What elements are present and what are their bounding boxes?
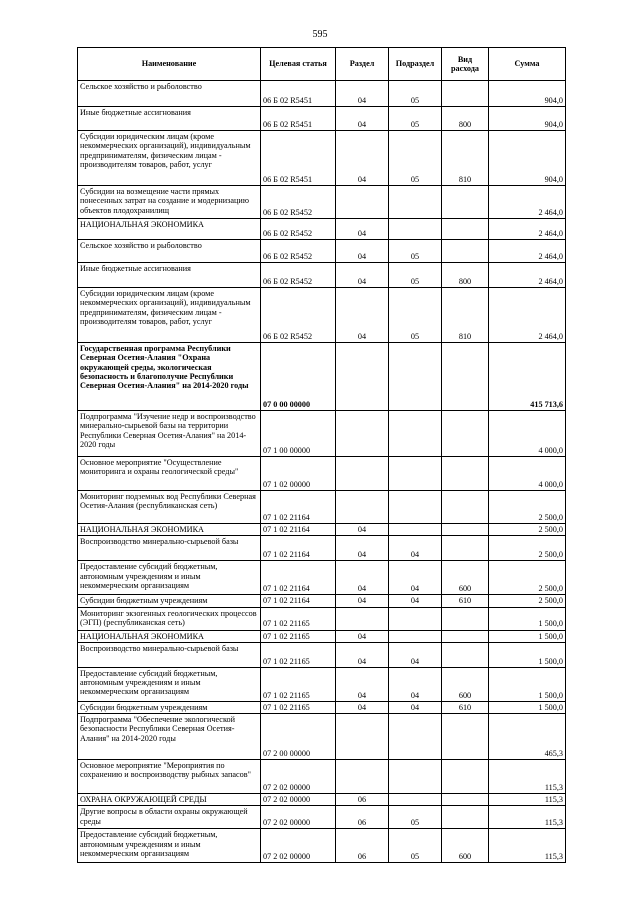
cell-name: Воспроизводство минерально-сырьевой базы [78, 536, 261, 561]
cell-subsection [389, 524, 442, 536]
cell-name: НАЦИОНАЛЬНАЯ ЭКОНОМИКА [78, 630, 261, 642]
cell-expense-type [442, 411, 489, 457]
cell-target: 06 Б 02 R5452 [261, 186, 336, 219]
cell-sum: 115,3 [489, 760, 566, 794]
cell-section [336, 343, 389, 411]
cell-sum: 115,3 [489, 829, 566, 863]
cell-section: 04 [336, 667, 389, 701]
header-target: Целевая статья [261, 48, 336, 81]
cell-expense-type: 600 [442, 667, 489, 701]
cell-target: 07 1 02 21165 [261, 630, 336, 642]
cell-section [336, 491, 389, 524]
cell-name: Предоставление субсидий бюджетным, автономным учреждениям и иным некоммерческим организациям [78, 829, 261, 863]
cell-name: Подпрограмма "Изучение недр и воспроизводство минерально-сырьевой базы на территории Республики Северная Осетия-Алания" на 2014-2020 годы [78, 411, 261, 457]
table-row [78, 667, 566, 701]
cell-name: Субсидии бюджетным учреждениям [78, 595, 261, 607]
cell-target: 06 Б 02 R5452 [261, 288, 336, 343]
cell-subsection [389, 457, 442, 491]
cell-name: Предоставление субсидий бюджетным, автономным учреждениям и иным некоммерческим организациям [78, 561, 261, 595]
table-row [78, 829, 566, 863]
table-row [78, 219, 566, 240]
cell-target: 07 2 02 00000 [261, 794, 336, 806]
cell-target: 07 1 02 21164 [261, 491, 336, 524]
table-row [78, 411, 566, 457]
cell-name: НАЦИОНАЛЬНАЯ ЭКОНОМИКА [78, 219, 261, 240]
cell-target: 07 2 02 00000 [261, 806, 336, 829]
cell-section [336, 457, 389, 491]
cell-subsection: 04 [389, 561, 442, 595]
cell-name: ОХРАНА ОКРУЖАЮЩЕЙ СРЕДЫ [78, 794, 261, 806]
table-row [78, 263, 566, 288]
cell-sum: 1 500,0 [489, 642, 566, 667]
cell-subsection: 04 [389, 595, 442, 607]
cell-expense-type [442, 240, 489, 263]
table-row [78, 186, 566, 219]
cell-expense-type: 800 [442, 263, 489, 288]
cell-subsection: 05 [389, 288, 442, 343]
cell-sum: 1 500,0 [489, 607, 566, 630]
cell-target: 07 1 02 21165 [261, 642, 336, 667]
cell-sum: 2 464,0 [489, 263, 566, 288]
cell-target: 07 2 02 00000 [261, 829, 336, 863]
cell-name: Сельское хозяйство и рыболовство [78, 81, 261, 107]
cell-sum: 415 713,6 [489, 343, 566, 411]
cell-subsection: 04 [389, 536, 442, 561]
cell-sum: 2 464,0 [489, 288, 566, 343]
header-section: Раздел [336, 48, 389, 81]
cell-sum: 2 464,0 [489, 219, 566, 240]
cell-expense-type: 610 [442, 701, 489, 713]
cell-target: 07 1 02 00000 [261, 457, 336, 491]
cell-expense-type [442, 491, 489, 524]
cell-name: Подпрограмма "Обеспечение экологической безопасности Республики Северная Осетия-Алания" на 2014-2020 годы [78, 714, 261, 760]
table-row [78, 107, 566, 131]
header-name: Наименование [78, 48, 261, 81]
cell-subsection [389, 219, 442, 240]
cell-section: 04 [336, 524, 389, 536]
cell-expense-type [442, 714, 489, 760]
cell-subsection [389, 411, 442, 457]
cell-sum: 2 464,0 [489, 186, 566, 219]
budget-table [77, 47, 566, 863]
cell-section: 04 [336, 701, 389, 713]
header-sum: Сумма [489, 48, 566, 81]
cell-sum: 2 464,0 [489, 240, 566, 263]
cell-subsection: 05 [389, 263, 442, 288]
cell-expense-type [442, 607, 489, 630]
cell-expense-type: 610 [442, 595, 489, 607]
cell-subsection: 05 [389, 806, 442, 829]
cell-section: 06 [336, 806, 389, 829]
cell-expense-type [442, 524, 489, 536]
cell-subsection [389, 714, 442, 760]
cell-name: Сельское хозяйство и рыболовство [78, 240, 261, 263]
cell-sum: 465,3 [489, 714, 566, 760]
cell-sum: 904,0 [489, 81, 566, 107]
cell-name: Мониторинг подземных вод Республики Северная Осетия-Алания (республиканская сеть) [78, 491, 261, 524]
cell-section [336, 186, 389, 219]
cell-target: 07 1 00 00000 [261, 411, 336, 457]
cell-sum: 115,3 [489, 794, 566, 806]
table-row [78, 491, 566, 524]
cell-subsection [389, 186, 442, 219]
cell-target: 06 Б 02 R5451 [261, 107, 336, 131]
cell-expense-type [442, 186, 489, 219]
cell-section: 04 [336, 642, 389, 667]
cell-sum: 1 500,0 [489, 667, 566, 701]
cell-target: 07 1 02 21164 [261, 524, 336, 536]
cell-subsection [389, 343, 442, 411]
cell-expense-type [442, 806, 489, 829]
cell-target: 07 1 02 21164 [261, 561, 336, 595]
cell-name: Государственная программа Республики Северная Осетия-Алания "Охрана окружающей среды, экологическая безопасность и благополучие Республики Северная Осетия-Алания" на 2014-2020 годы [78, 343, 261, 411]
table-row [78, 131, 566, 186]
cell-name: Субсидии юридическим лицам (кроме некоммерческих организаций), индивидуальным предпринимателям, физическим лицам - производителям товаров, работ, услуг [78, 131, 261, 186]
table-row [78, 794, 566, 806]
cell-name: Воспроизводство минерально-сырьевой базы [78, 642, 261, 667]
cell-target: 06 Б 02 R5452 [261, 240, 336, 263]
cell-subsection [389, 760, 442, 794]
cell-subsection: 05 [389, 829, 442, 863]
cell-section: 04 [336, 561, 389, 595]
cell-section: 04 [336, 263, 389, 288]
table-row [78, 595, 566, 607]
cell-sum: 904,0 [489, 131, 566, 186]
cell-name: Другие вопросы в области охраны окружающей среды [78, 806, 261, 829]
cell-subsection: 05 [389, 240, 442, 263]
cell-subsection: 04 [389, 642, 442, 667]
cell-target: 07 0 00 00000 [261, 343, 336, 411]
cell-name: Основное мероприятие "Мероприятия по сохранению и воспроизводству рыбных запасов" [78, 760, 261, 794]
cell-section: 04 [336, 630, 389, 642]
cell-name: Мониторинг экзогенных геологических процессов (ЭГП) (республиканская сеть) [78, 607, 261, 630]
cell-sum: 2 500,0 [489, 524, 566, 536]
table-row [78, 536, 566, 561]
cell-section [336, 607, 389, 630]
cell-expense-type: 810 [442, 288, 489, 343]
cell-section [336, 760, 389, 794]
table-row [78, 630, 566, 642]
header-expense-type: Вид расхода [442, 48, 489, 81]
table-row [78, 607, 566, 630]
cell-section: 04 [336, 81, 389, 107]
cell-target: 07 1 02 21165 [261, 667, 336, 701]
cell-sum: 2 500,0 [489, 595, 566, 607]
cell-section: 04 [336, 536, 389, 561]
cell-name: Иные бюджетные ассигнования [78, 263, 261, 288]
cell-expense-type: 800 [442, 107, 489, 131]
table-row [78, 714, 566, 760]
cell-section: 06 [336, 829, 389, 863]
cell-expense-type [442, 794, 489, 806]
cell-section: 04 [336, 219, 389, 240]
table-row [78, 524, 566, 536]
cell-target: 07 2 00 00000 [261, 714, 336, 760]
cell-expense-type [442, 343, 489, 411]
cell-target: 06 Б 02 R5452 [261, 219, 336, 240]
cell-sum: 1 500,0 [489, 701, 566, 713]
cell-sum: 4 000,0 [489, 457, 566, 491]
table-row [78, 81, 566, 107]
cell-section [336, 411, 389, 457]
cell-subsection: 04 [389, 701, 442, 713]
cell-expense-type [442, 457, 489, 491]
cell-target: 06 Б 02 R5452 [261, 263, 336, 288]
table-header-row [78, 48, 566, 81]
cell-section: 04 [336, 240, 389, 263]
cell-name: Субсидии бюджетным учреждениям [78, 701, 261, 713]
cell-sum: 4 000,0 [489, 411, 566, 457]
cell-expense-type [442, 81, 489, 107]
cell-name: НАЦИОНАЛЬНАЯ ЭКОНОМИКА [78, 524, 261, 536]
cell-name: Иные бюджетные ассигнования [78, 107, 261, 131]
cell-sum: 1 500,0 [489, 630, 566, 642]
cell-expense-type [442, 536, 489, 561]
cell-subsection: 05 [389, 107, 442, 131]
cell-subsection: 05 [389, 81, 442, 107]
header-subsection: Подраздел [389, 48, 442, 81]
cell-subsection [389, 630, 442, 642]
cell-name: Основное мероприятие "Осуществление мониторинга и охраны геологической среды" [78, 457, 261, 491]
cell-target: 07 1 02 21165 [261, 607, 336, 630]
cell-sum: 2 500,0 [489, 536, 566, 561]
table-row [78, 760, 566, 794]
cell-section: 04 [336, 131, 389, 186]
cell-subsection [389, 607, 442, 630]
cell-target: 07 2 02 00000 [261, 760, 336, 794]
cell-expense-type [442, 219, 489, 240]
table-row [78, 288, 566, 343]
cell-target: 07 1 02 21164 [261, 536, 336, 561]
table-row [78, 701, 566, 713]
table-row [78, 806, 566, 829]
table-row [78, 642, 566, 667]
cell-expense-type [442, 760, 489, 794]
cell-section: 04 [336, 107, 389, 131]
cell-sum: 904,0 [489, 107, 566, 131]
cell-target: 07 1 02 21164 [261, 595, 336, 607]
cell-name: Субсидии юридическим лицам (кроме некоммерческих организаций), индивидуальным предпринимателям, физическим лицам - производителям товаров, работ, услуг [78, 288, 261, 343]
table-row [78, 561, 566, 595]
cell-subsection [389, 491, 442, 524]
cell-expense-type: 600 [442, 829, 489, 863]
cell-section [336, 714, 389, 760]
cell-target: 06 Б 02 R5451 [261, 81, 336, 107]
cell-sum: 2 500,0 [489, 491, 566, 524]
cell-target: 07 1 02 21165 [261, 701, 336, 713]
cell-subsection [389, 794, 442, 806]
cell-expense-type: 600 [442, 561, 489, 595]
cell-subsection: 05 [389, 131, 442, 186]
cell-sum: 115,3 [489, 806, 566, 829]
cell-subsection: 04 [389, 667, 442, 701]
cell-expense-type: 810 [442, 131, 489, 186]
page-number: 595 [312, 29, 328, 40]
cell-name: Субсидии на возмещение части прямых понесенных затрат на создание и модернизацию объектов плодохранилищ [78, 186, 261, 219]
cell-expense-type [442, 642, 489, 667]
table-row [78, 457, 566, 491]
cell-expense-type [442, 630, 489, 642]
cell-sum: 2 500,0 [489, 561, 566, 595]
table-row [78, 240, 566, 263]
cell-section: 04 [336, 288, 389, 343]
cell-name: Предоставление субсидий бюджетным, автономным учреждениям и иным некоммерческим организациям [78, 667, 261, 701]
cell-target: 06 Б 02 R5451 [261, 131, 336, 186]
table-row [78, 343, 566, 411]
cell-section: 04 [336, 595, 389, 607]
cell-section: 06 [336, 794, 389, 806]
